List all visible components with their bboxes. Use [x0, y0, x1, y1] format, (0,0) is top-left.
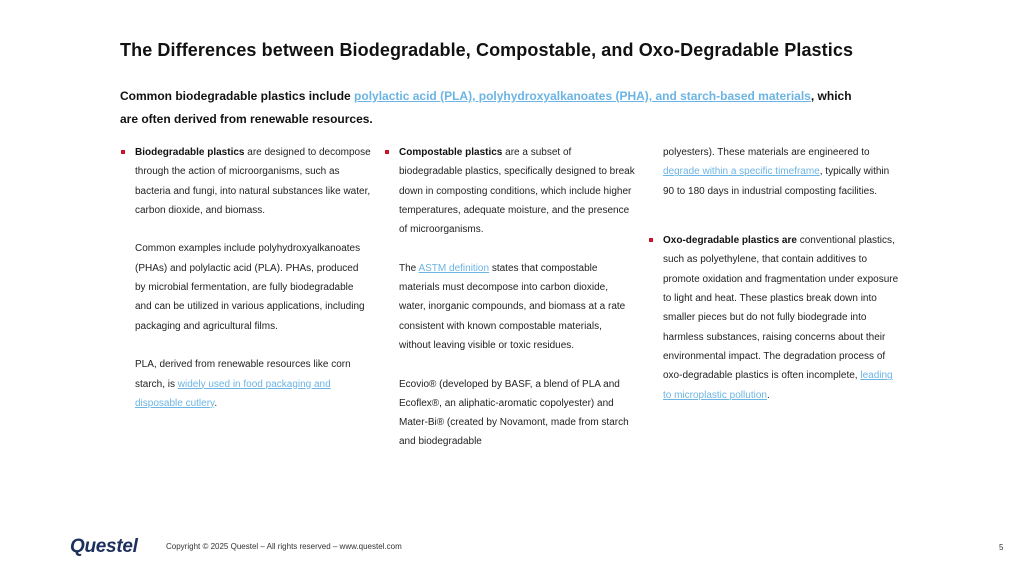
intro-after: , which are often derived from renewable resources.	[120, 89, 852, 126]
col1-paragraph-1	[135, 143, 371, 220]
col3-lead: Oxo-degradable plastics are	[663, 235, 797, 247]
bullet-item-compostable	[385, 143, 635, 452]
col3-p1-after: .	[766, 389, 770, 401]
copyright-text: Copyright © 2025 Questel – All rights reserved – www.questel.com	[166, 542, 402, 551]
bullet-icon	[385, 150, 389, 154]
bullet-item-oxo	[649, 231, 899, 405]
bullet-icon	[649, 238, 653, 242]
col2-lead: Compostable plastics	[399, 147, 503, 158]
page-title: The Differences between Biodegradable, Compostable, and Oxo-Degradable Plastics	[120, 40, 854, 60]
column-biodegradable	[121, 143, 371, 413]
column-compostable	[385, 143, 635, 452]
bullet-icon	[121, 150, 125, 154]
col2-p2-after: states that compostable materials must decompose into carbon dioxide, water, inorganic compounds, and biomass at a rate consistent with known compostable materials, without leaving visible or toxic residues.	[399, 262, 626, 351]
questel-logo: Questel	[70, 536, 138, 557]
col3-p0-link[interactable]: degrade within a specific timeframe	[663, 166, 820, 178]
col2-p1: are a subset of biodegradable plastics, specifically designed to break down in composting conditions, which include higher temperatures, adequate moisture, and the presence of microorganisms.	[399, 147, 635, 236]
col1-p3-after: .	[214, 397, 218, 409]
col2-paragraph-1	[399, 143, 635, 239]
col1-paragraph-3	[135, 355, 371, 413]
col1-p3-before: PLA, derived from renewable resources like corn starch, is	[135, 359, 351, 390]
column-oxo-degradable	[649, 143, 899, 405]
col1-p3-link[interactable]: widely used in food packaging and disposable cutlery	[135, 378, 331, 409]
bullet-item-biodegradable	[121, 143, 371, 413]
col2-p2-link[interactable]: ASTM definition	[418, 262, 490, 274]
intro-link[interactable]: polylactic acid (PLA), polyhydroxyalkanoates (PHA), and starch-based materials	[354, 89, 811, 103]
col3-p1-before: conventional plastics, such as polyethylene, that contain additives to promote oxidation and fragmentation under exposure to light and heat. These plastics break down into smaller pieces but do not fully biodegrade into harmless substances, raising concerns about their environmental impact. The degradation process of oxo-degradable plastics is often incomplete,	[663, 235, 899, 382]
col3-paragraph-0	[663, 143, 899, 201]
col1-lead: Biodegradable plastics	[135, 147, 245, 158]
col1-p1: are designed to decompose through the action of microorganisms, such as bacteria and fungi, into natural substances like water, carbon dioxide, and biomass.	[135, 147, 371, 216]
col2-paragraph-2	[399, 259, 635, 355]
col3-p1-link[interactable]: leading to microplastic pollution	[663, 370, 893, 401]
col1-paragraph-2: Common examples include polyhydroxyalkanoates (PHAs) and polylactic acid (PLA). PHAs, produced by microbial fermentation, are fully biodegradable and can be utilized in various applications, including packaging and agricultural films.	[135, 243, 365, 332]
col2-p2-before: The	[399, 262, 419, 274]
intro-before: Common biodegradable plastics include	[120, 89, 355, 103]
col3-p0-before: polyesters). These materials are engineered to	[663, 147, 870, 158]
intro-text	[120, 85, 860, 131]
col3-paragraph-1	[663, 231, 899, 405]
col2-paragraph-3: Ecovio® (developed by BASF, a blend of PLA and Ecoflex®, an aliphatic-aromatic copolyester) and Mater-Bi® (created by Novamont, made from starch and biodegradable	[399, 378, 629, 448]
page-number: 5	[999, 543, 1004, 552]
col3-p0-after: , typically within 90 to 180 days in industrial composting facilities.	[663, 166, 890, 197]
